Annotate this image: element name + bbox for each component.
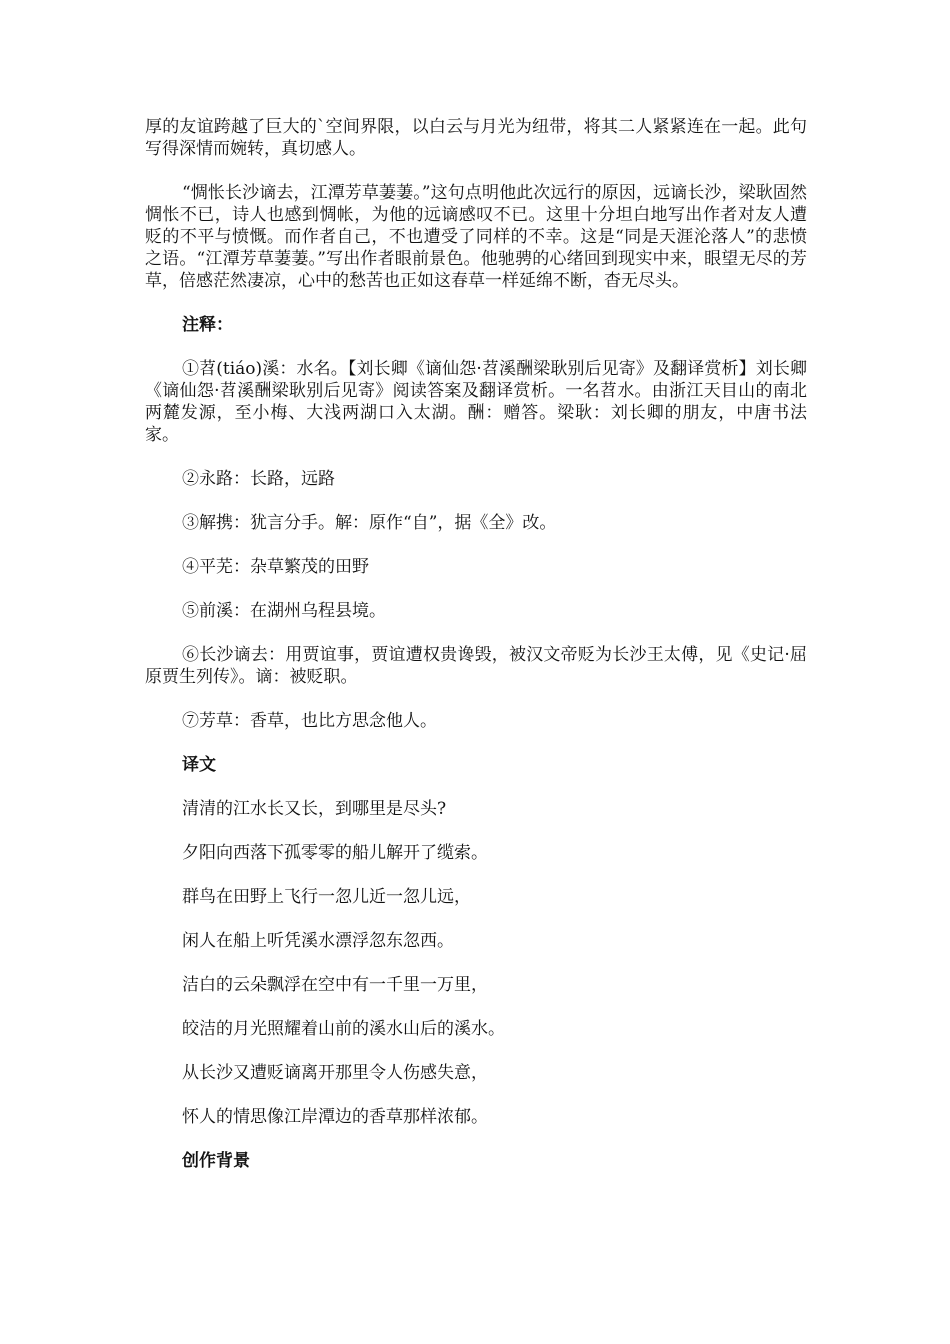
note-2: ②永路：长路，远路 [182, 469, 335, 489]
note-3: ③解携：犹言分手。解：原作“自”，据《全》改。 [182, 513, 557, 533]
translation-line-7: 从长沙又遭贬谪离开那里令人伤感失意， [182, 1063, 488, 1083]
note-1: ①苕(tiáo)溪：水名。【刘长卿《谪仙怨·苕溪酬梁耿别后见寄》及翻译赏析】刘长卿《谪仙怨·苕溪酬梁耿别后见寄》阅读答案及翻译赏析。一名苕水。由浙江天目山的南北两麓发源，至小梅、大浅两湖口入太湖。酬：赠答。梁耿：刘长卿的朋友，中唐书法家。 [145, 359, 807, 445]
note-5: ⑤前溪：在湖州乌程县境。 [182, 601, 386, 621]
translation-line-6: 皎洁的月光照耀着山前的溪水山后的溪水。 [182, 1019, 505, 1039]
translation-line-5: 洁白的云朵飘浮在空中有一千里一万里， [182, 975, 488, 995]
analysis-paragraph: “惆怅长沙谪去，江潭芳草萋萋。”这句点明他此次远行的原因，远谪长沙，梁耿固然惆怅不已，诗人也感到惆帐，为他的远谪感叹不已。这里十分坦白地写出作者对友人遭贬的不平与愤慨。而作者自己，不也遭受了同样的不幸。这是“同是天涯沦落人”的悲愤之语。“江潭芳草萋萋。”写出作者眼前景色。他驰骋的心绪回到现实中来，眼望无尽的芳草，倍感茫然凄凉，心中的愁苦也正如这春草一样延绵不断，杳无尽头。 [145, 183, 807, 291]
translation-line-2: 夕阳向西落下孤零零的船儿解开了缆索。 [182, 843, 488, 863]
translation-line-3: 群鸟在田野上飞行一忽儿近一忽儿远， [182, 887, 471, 907]
notes-heading: 注释： [182, 315, 233, 335]
note-7: ⑦芳草：香草，也比方思念他人。 [182, 711, 437, 731]
background-heading: 创作背景 [182, 1151, 250, 1171]
translation-line-8: 怀人的情思像江岸潭边的香草那样浓郁。 [182, 1107, 488, 1127]
intro-tail-paragraph: 厚的友谊跨越了巨大的`空间界限，以白云与月光为纽带，将其二人紧紧连在一起。此句写得深情而婉转，真切感人。 [145, 117, 807, 159]
translation-line-4: 闲人在船上听凭溪水漂浮忽东忽西。 [182, 931, 454, 951]
translation-heading: 译文 [182, 755, 216, 775]
note-6: ⑥长沙谪去：用贾谊事，贾谊遭权贵谗毁，被汉文帝贬为长沙王太傅，见《史记·屈原贾生列传》。谪：被贬职。 [145, 645, 807, 687]
note-4: ④平芜：杂草繁茂的田野 [182, 557, 369, 577]
translation-line-1: 清清的江水长又长，到哪里是尽头? [182, 799, 447, 819]
document-page [145, 116, 807, 1172]
